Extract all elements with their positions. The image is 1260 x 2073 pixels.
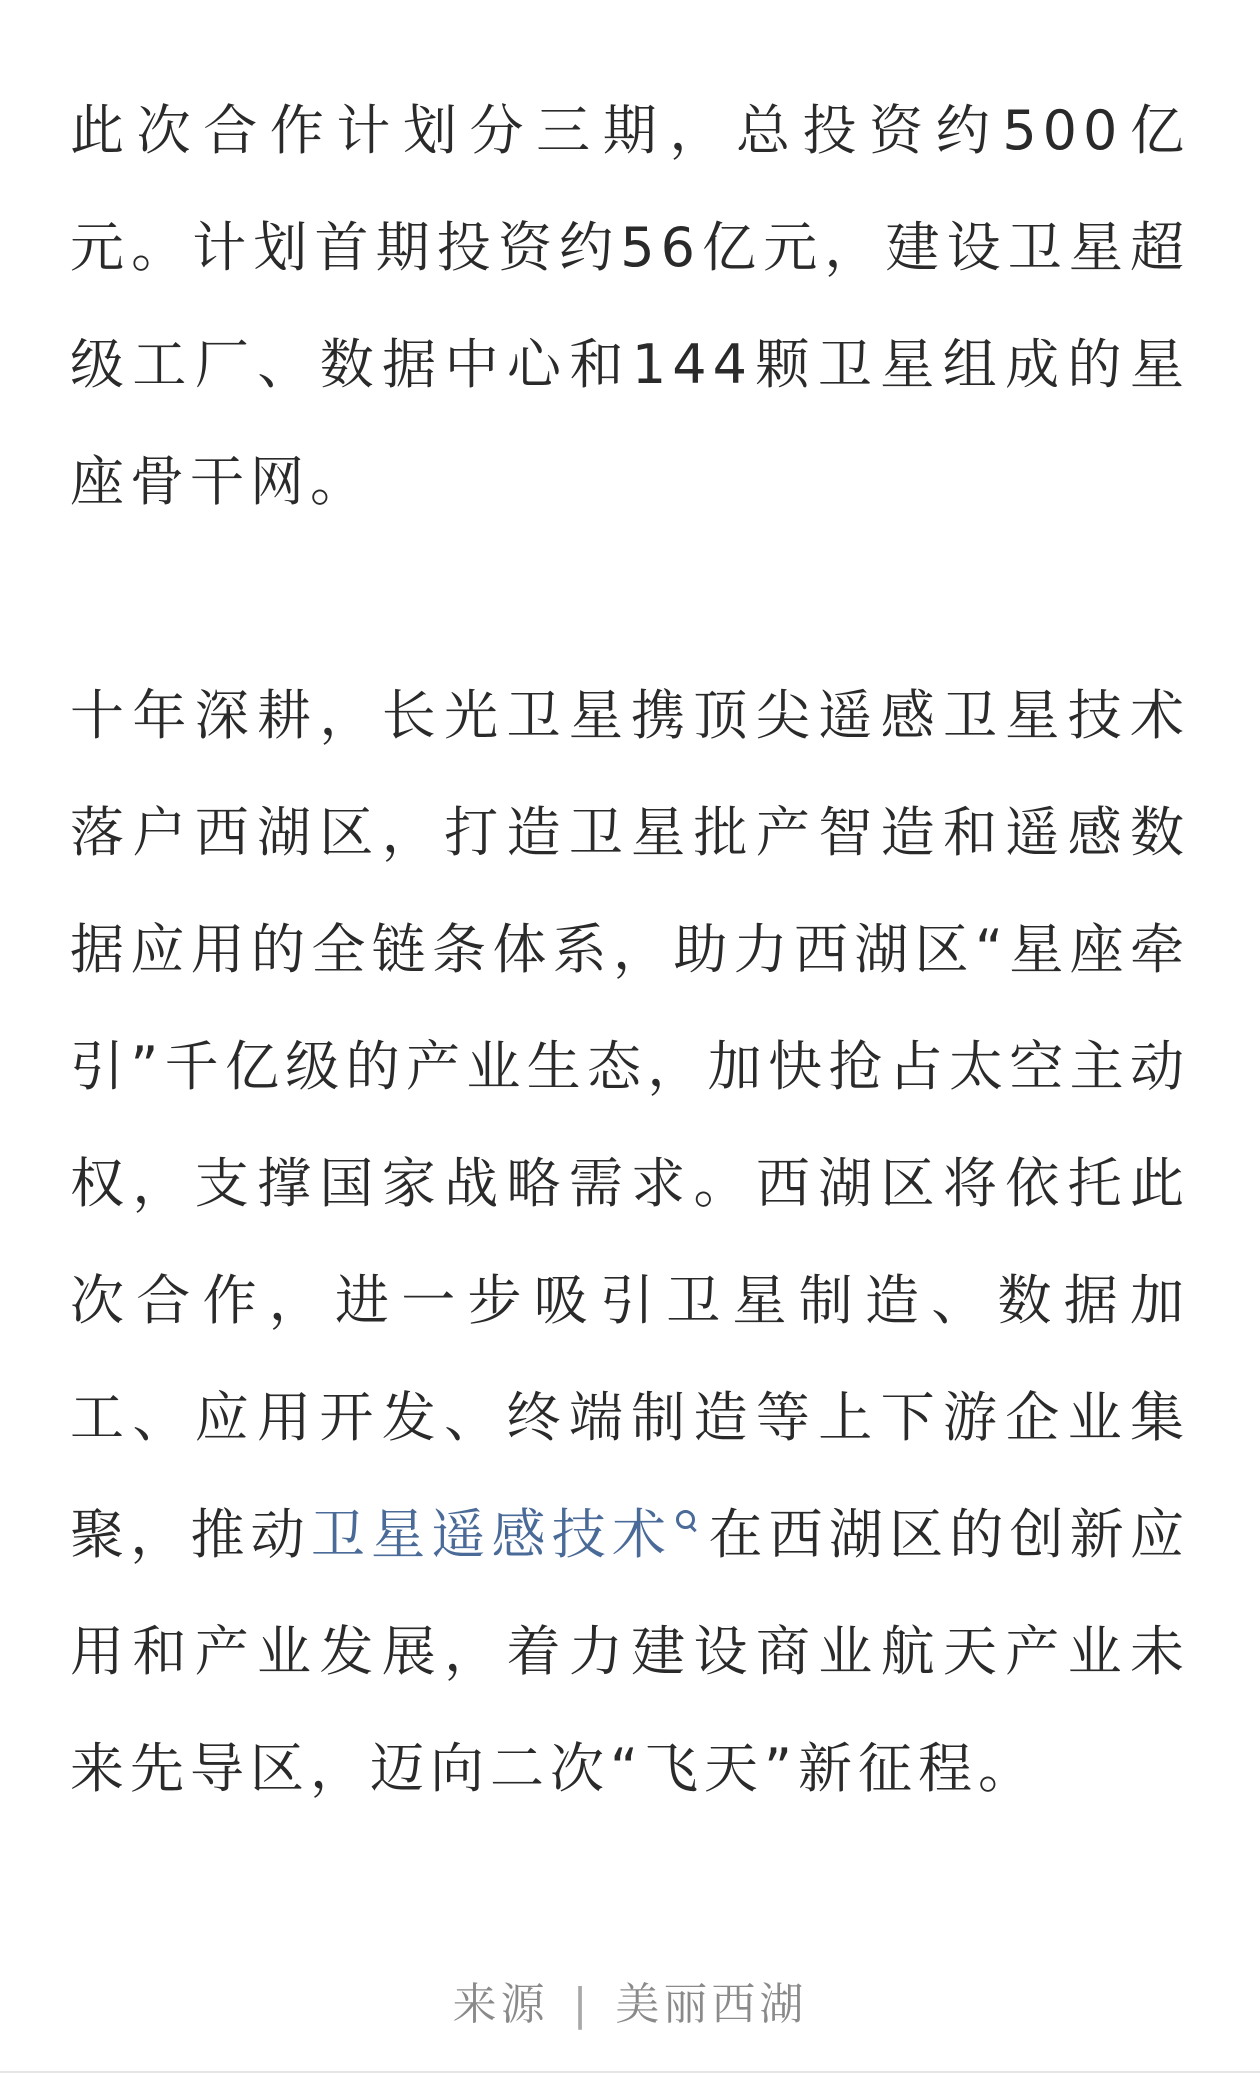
- article-source: [0, 1968, 1260, 2032]
- search-icon[interactable]: [674, 1508, 698, 1534]
- link-text[interactable]: 卫星遥感技术: [310, 1503, 673, 1566]
- source-label: 来源: [452, 1979, 549, 2030]
- article-body: [70, 72, 1190, 1827]
- paragraph-text-before-link: 十年深耕，长光卫星携顶尖遥感卫星技术落户西湖区，打造卫星批产智造和遥感数据应用的全链条体系，助力西湖区“星座牵引”千亿级的产业生态，加快抢占太空主动权，支撑国家战略需求。西湖区将依托此次合作，进一步吸引卫星制造、数据加工、应用开发、终端制造等上下游企业集聚，推动: [70, 684, 1190, 1566]
- source-divider: |: [572, 1979, 592, 2030]
- paragraph-cooperation: [70, 657, 1190, 1827]
- satellite-remote-sensing-link[interactable]: [311, 1503, 708, 1566]
- paragraph-investment: 此次合作计划分三期，总投资约500亿元。计划首期投资约56亿元，建设卫星超级工厂、数据中心和144颗卫星组成的星座骨干网。: [70, 99, 1190, 513]
- paragraph-text-after-link: 在西湖区的创新应用和产业发展，着力建设商业航天产业未来先导区，迈向二次“飞天”新征程。: [70, 1503, 1191, 1800]
- source-name: 美丽西湖: [615, 1979, 808, 2030]
